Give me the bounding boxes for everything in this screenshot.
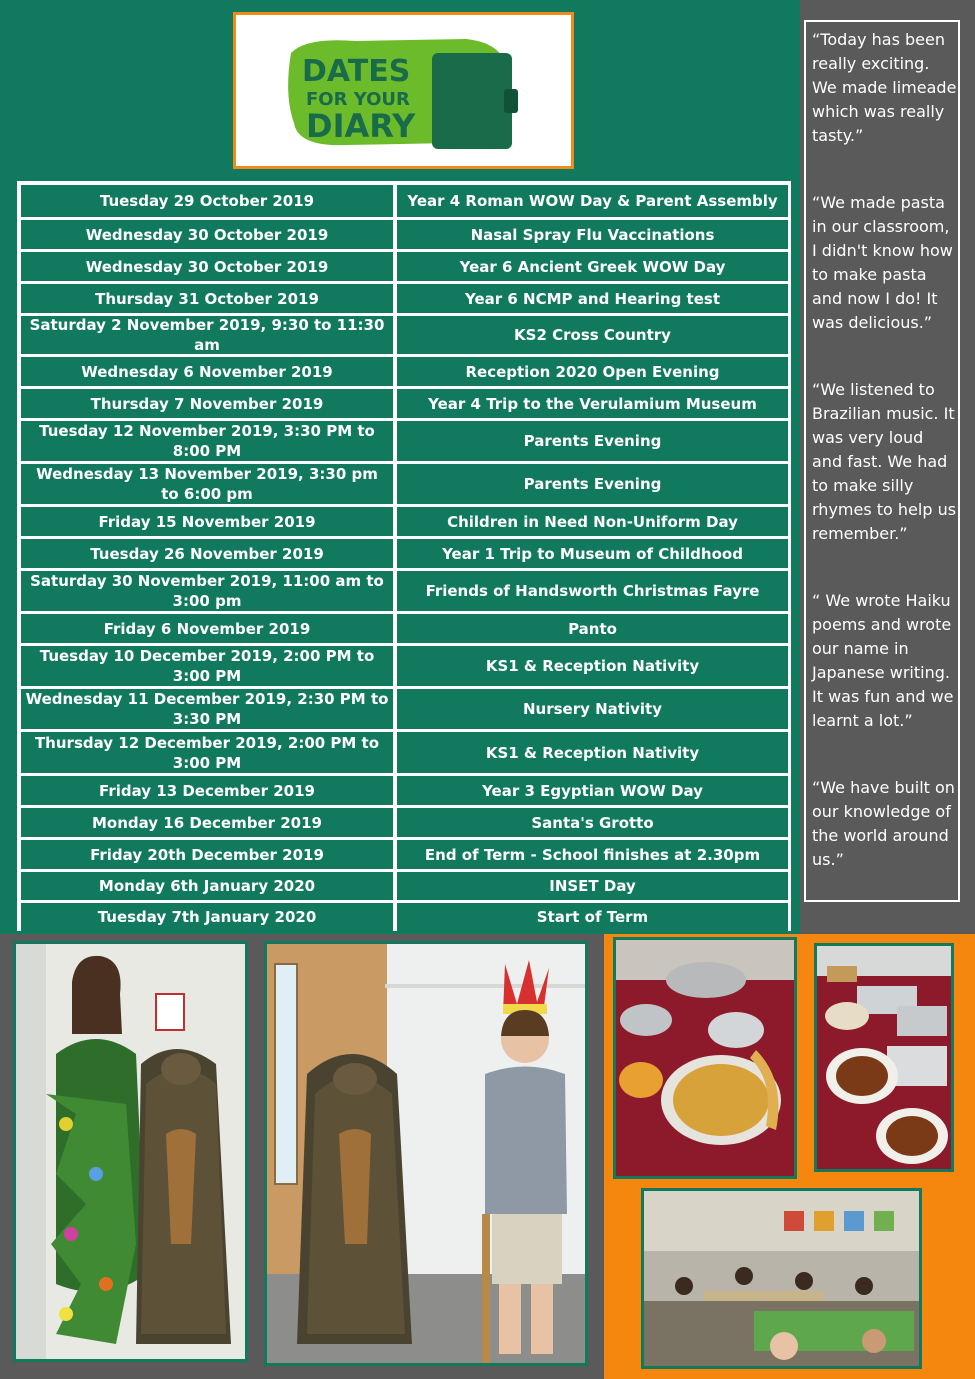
date-cell: Monday 16 December 2019 <box>21 808 393 837</box>
event-cell: Reception 2020 Open Evening <box>397 357 788 386</box>
date-cell: Tuesday 29 October 2019 <box>21 185 393 217</box>
event-cell: Parents Evening <box>397 464 788 504</box>
logo-line-1: DATES <box>302 54 411 89</box>
dates-table <box>17 181 791 931</box>
photo-teacher-costume <box>13 941 248 1362</box>
event-cell: Year 1 Trip to Museum of Childhood <box>397 539 788 568</box>
date-cell: Friday 6 November 2019 <box>21 614 393 643</box>
logo-line-3: DIARY <box>306 107 416 145</box>
event-cell: Friends of Handsworth Christmas Fayre <box>397 571 788 611</box>
diary-icon <box>432 53 512 149</box>
date-cell: Wednesday 11 December 2019, 2:30 PM to 3:30 PM <box>21 689 393 729</box>
date-cell: Wednesday 30 October 2019 <box>21 220 393 249</box>
date-cell: Monday 6th January 2020 <box>21 872 393 900</box>
diary-clasp-icon <box>504 89 518 113</box>
event-cell: Parents Evening <box>397 421 788 461</box>
quote: “We have built on our knowledge of the world around us.” <box>812 778 955 869</box>
date-cell: Wednesday 30 October 2019 <box>21 252 393 281</box>
photo-food-table-2 <box>814 943 954 1172</box>
quote: “We made pasta in our classroom, I didn't know how to make pasta and now I do! It was delicious.” <box>812 193 953 332</box>
date-cell: Tuesday 7th January 2020 <box>21 903 393 931</box>
event-cell: Santa's Grotto <box>397 808 788 837</box>
quote: “We listened to Brazilian music. It was very loud and fast. We had to make silly rhymes to help us remember.” <box>812 380 957 543</box>
date-cell: Saturday 30 November 2019, 11:00 am to 3:00 pm <box>21 571 393 611</box>
event-cell: Start of Term <box>397 903 788 931</box>
date-cell: Wednesday 13 November 2019, 3:30 pm to 6:00 pm <box>21 464 393 504</box>
logo-line-2: FOR YOUR <box>306 89 410 110</box>
date-cell: Tuesday 12 November 2019, 3:30 PM to 8:00 PM <box>21 421 393 461</box>
event-cell: Year 6 NCMP and Hearing test <box>397 284 788 313</box>
event-cell: Nasal Spray Flu Vaccinations <box>397 220 788 249</box>
event-cell: KS1 & Reception Nativity <box>397 646 788 686</box>
date-cell: Thursday 7 November 2019 <box>21 389 393 418</box>
event-cell: Children in Need Non-Uniform Day <box>397 507 788 536</box>
event-cell: End of Term - School finishes at 2.30pm <box>397 840 788 869</box>
date-cell: Tuesday 10 December 2019, 2:00 PM to 3:00 PM <box>21 646 393 686</box>
date-cell: Thursday 12 December 2019, 2:00 PM to 3:00 PM <box>21 732 393 773</box>
event-cell: Year 4 Roman WOW Day & Parent Assembly <box>397 185 788 217</box>
event-cell: Year 4 Trip to the Verulamium Museum <box>397 389 788 418</box>
quote: “ We wrote Haiku poems and wrote our name in Japanese writing. It was fun and we learnt a lot.” <box>812 591 954 730</box>
date-cell: Friday 20th December 2019 <box>21 840 393 869</box>
date-cell: Thursday 31 October 2019 <box>21 284 393 313</box>
event-cell: INSET Day <box>397 872 788 900</box>
date-cell: Friday 13 December 2019 <box>21 776 393 805</box>
dates-for-your-diary-logo <box>233 12 574 169</box>
event-cell: Nursery Nativity <box>397 689 788 729</box>
date-cell: Friday 15 November 2019 <box>21 507 393 536</box>
quotes-box <box>804 20 960 902</box>
event-cell: KS2 Cross Country <box>397 316 788 354</box>
event-cell: Year 3 Egyptian WOW Day <box>397 776 788 805</box>
event-cell: Panto <box>397 614 788 643</box>
quote: “Today has been really exciting. We made limeade which was really tasty.” <box>812 30 957 145</box>
date-cell: Wednesday 6 November 2019 <box>21 357 393 386</box>
photo-pupil-costumes <box>264 941 588 1366</box>
photo-school-hall <box>641 1188 922 1369</box>
date-cell: Saturday 2 November 2019, 9:30 to 11:30 am <box>21 316 393 354</box>
event-cell: KS1 & Reception Nativity <box>397 732 788 773</box>
photo-food-table-1 <box>613 937 797 1179</box>
event-cell: Year 6 Ancient Greek WOW Day <box>397 252 788 281</box>
date-cell: Tuesday 26 November 2019 <box>21 539 393 568</box>
